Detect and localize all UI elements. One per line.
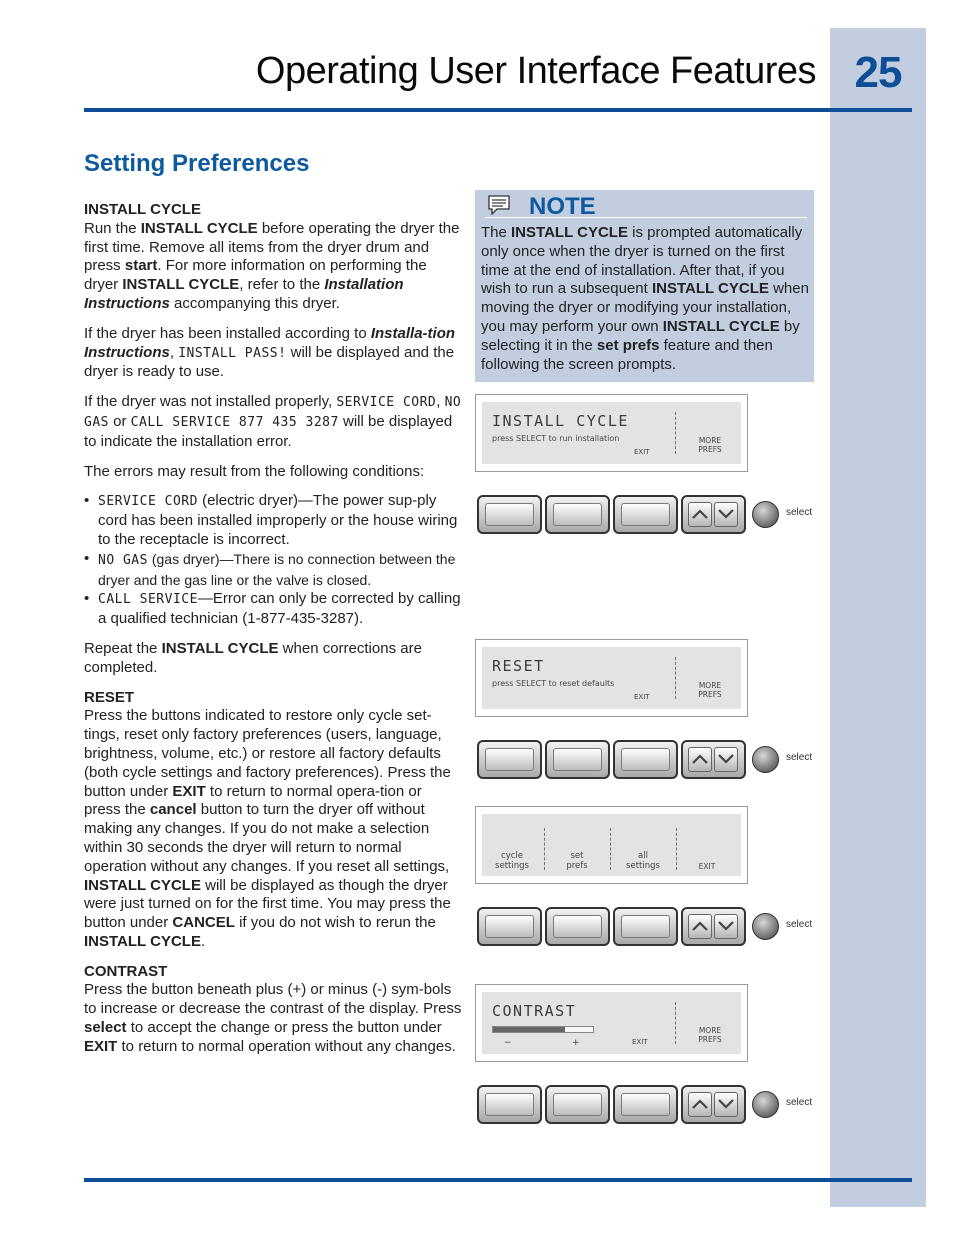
text-run: or	[108, 412, 131, 430]
chevron-up-icon	[692, 754, 708, 764]
text-run: CANCEL	[172, 914, 235, 932]
text-run: set prefs	[596, 336, 660, 354]
soft-key-2[interactable]	[545, 907, 610, 946]
up-arrow-button[interactable]	[688, 502, 712, 527]
text-run: INSTALL CYCLE	[161, 639, 279, 657]
lcd-divider	[675, 412, 676, 454]
install-cycle-paragraph-5	[84, 640, 462, 678]
option-label: cycle	[501, 851, 523, 861]
text-run: SERVICE CORD	[336, 395, 437, 411]
reset-heading: RESET	[84, 688, 135, 706]
page-number: 25	[854, 48, 902, 97]
arrow-keys	[681, 1085, 746, 1124]
select-knob[interactable]	[752, 501, 779, 528]
text-run: Installation Instructions	[84, 276, 404, 312]
text-run: INSTALL CYCLE	[511, 224, 628, 241]
text-run: is prompted automatically only once when the dryer is turned on the first time at the end of installation. After that, if you wish to run a subsequent	[481, 224, 803, 298]
chevron-down-icon	[718, 509, 734, 519]
contrast-heading: CONTRAST	[84, 962, 168, 980]
minus-label: −	[504, 1038, 512, 1048]
lcd-prefs-label: PREFS	[698, 690, 722, 699]
control-panel-1	[475, 495, 815, 535]
text-run: accompanying this dryer.	[169, 294, 340, 312]
text-run: to return to normal opera-tion or press the	[84, 782, 422, 819]
footer-rule	[84, 1178, 912, 1182]
text-run: Repeat the	[84, 639, 162, 657]
text-run: (electric dryer)—The power sup-ply cord has been installed improperly or the house wiring to the receptacle is incorrect.	[98, 492, 458, 548]
option-label: settings	[626, 860, 660, 871]
text-run: (gas dryer)—There is no connection between the dryer and the gas line or the valve is closed.	[98, 550, 456, 588]
error-item-service-cord	[84, 492, 462, 549]
text-run: NO GAS	[98, 552, 148, 568]
plus-label: +	[572, 1038, 580, 1048]
reset-paragraph	[84, 707, 462, 951]
down-arrow-button[interactable]	[714, 747, 738, 772]
text-run: will be displayed as though the dryer were just turned on for the first time. You may press the button under	[84, 876, 451, 932]
lcd-prompt: press SELECT to reset defaults	[492, 679, 615, 688]
select-knob[interactable]	[752, 1091, 779, 1118]
lcd-screen	[482, 814, 741, 876]
text-run: to accept the change or press the button under	[126, 1019, 442, 1037]
install-cycle-heading: INSTALL CYCLE	[84, 201, 201, 218]
option-cycle-settings	[486, 852, 538, 871]
note-header	[485, 193, 807, 218]
note-label: NOTE	[529, 193, 596, 220]
text-run: before operating the dryer the first time. Remove all items from the dryer drum and press	[84, 219, 460, 275]
display-install-cycle	[475, 394, 748, 472]
text-run: feature and then following the screen prompts.	[481, 336, 773, 373]
page-title: Operating User Interface Features	[255, 50, 816, 92]
section-title: Setting Preferences	[84, 150, 310, 177]
text-run: when moving the dryer or modifying your installation, you may perform your own	[481, 280, 809, 335]
lcd-more-label: MORE	[698, 1026, 722, 1035]
text-run: INSTALL CYCLE	[84, 876, 201, 894]
install-cycle-paragraph-2	[84, 325, 462, 382]
text-run: .	[200, 932, 206, 950]
option-label: prefs	[566, 860, 588, 871]
lcd-title: CONTRAST	[492, 1002, 577, 1020]
text-run: if you do not wish to rerun the	[234, 914, 436, 932]
text-run: CALL SERVICE	[98, 592, 198, 608]
text-run: INSTALL CYCLE	[140, 219, 258, 237]
display-reset-options	[475, 806, 748, 884]
lcd-screen	[482, 992, 741, 1054]
note-body	[481, 224, 811, 374]
header-rule	[84, 108, 912, 112]
select-label: select	[786, 919, 813, 930]
install-cycle-paragraph-3	[84, 393, 462, 451]
text-run: start	[124, 257, 158, 275]
lcd-exit-label: EXIT	[634, 693, 650, 701]
text-run: to return to normal operation without any changes.	[117, 1037, 456, 1055]
lcd-divider	[676, 828, 677, 870]
arrow-keys	[681, 907, 746, 946]
page-sidebar	[830, 28, 926, 1207]
lcd-title: INSTALL CYCLE	[492, 412, 629, 430]
lcd-prefs-label: PREFS	[698, 445, 722, 454]
text-run: Press the buttons indicated to restore only cycle set-tings, reset only factory preferences (users, language, brightness, volume, etc.) or restore all factory defaults (both cycle settings and factory preferences). Press the button under	[84, 707, 451, 800]
chevron-up-icon	[692, 509, 708, 519]
chevron-down-icon	[718, 1099, 734, 1109]
text-run: NO GAS	[84, 395, 462, 430]
contrast-paragraph	[84, 981, 462, 1056]
up-arrow-button[interactable]	[688, 914, 712, 939]
text-run: The errors may result from the following conditions:	[84, 462, 425, 480]
lcd-divider	[675, 1002, 676, 1044]
body-text-column	[84, 201, 462, 1068]
option-label: settings	[495, 860, 529, 871]
chevron-up-icon	[692, 1099, 708, 1109]
soft-key-1[interactable]	[477, 907, 542, 946]
chevron-down-icon	[718, 921, 734, 931]
install-cycle-paragraph-4	[84, 463, 462, 482]
soft-key-1[interactable]	[477, 740, 542, 779]
lcd-more-label: MORE	[698, 681, 722, 690]
text-run: INSTALL CYCLE	[662, 317, 780, 335]
lcd-title: RESET	[492, 657, 545, 675]
text-run: will be displayed to indicate the installation error.	[84, 412, 453, 450]
lcd-more-prefs	[682, 681, 738, 699]
text-run: —Error can only be corrected by calling a qualified technician (1-877-435-3287).	[98, 590, 461, 628]
soft-key-1[interactable]	[477, 1085, 542, 1124]
error-item-call-service	[84, 590, 462, 629]
option-label: all	[638, 851, 648, 861]
text-run: by selecting it in the	[481, 317, 800, 354]
text-run: ,	[169, 343, 179, 361]
lcd-prompt: press SELECT to run installation	[492, 434, 620, 443]
control-panel-2	[475, 740, 815, 780]
option-exit: EXIT	[698, 862, 716, 871]
lcd-more-label: MORE	[698, 436, 722, 445]
chevron-down-icon	[718, 754, 734, 764]
lcd-exit-label: EXIT	[634, 448, 650, 456]
select-label: select	[786, 507, 813, 518]
text-run: INSTALL CYCLE	[122, 276, 240, 294]
down-arrow-button[interactable]	[714, 502, 738, 527]
note-icon	[487, 195, 511, 220]
text-run: Installa-tion Instructions	[84, 324, 456, 361]
up-arrow-button[interactable]	[688, 1092, 712, 1117]
soft-key-2[interactable]	[545, 495, 610, 534]
text-run: cancel	[149, 801, 197, 819]
soft-key-1[interactable]	[477, 495, 542, 534]
down-arrow-button[interactable]	[714, 914, 738, 939]
lcd-divider	[610, 828, 611, 870]
text-run: Run the	[84, 219, 141, 237]
text-run: CALL SERVICE 877 435 3287	[130, 414, 339, 430]
error-item-no-gas	[84, 550, 462, 591]
lcd-screen	[482, 647, 741, 709]
text-run: will be displayed and the dryer is ready to use.	[84, 343, 455, 381]
text-run: . For more information on performing the dryer	[84, 257, 427, 294]
text-run: EXIT	[84, 1037, 118, 1055]
arrow-keys	[681, 495, 746, 534]
select-knob[interactable]	[752, 913, 779, 940]
lcd-more-prefs	[682, 436, 738, 454]
text-run: select	[84, 1019, 127, 1037]
text-run: INSTALL CYCLE	[84, 932, 201, 950]
error-list	[84, 492, 462, 629]
select-knob[interactable]	[752, 746, 779, 773]
display-reset	[475, 639, 748, 717]
lcd-more-prefs	[682, 1026, 738, 1044]
option-set-prefs	[550, 852, 604, 871]
arrow-keys	[681, 740, 746, 779]
lcd-divider	[675, 657, 676, 699]
text-run: , refer to the	[239, 276, 325, 294]
chevron-up-icon	[692, 921, 708, 931]
select-label: select	[786, 752, 813, 763]
text-run: when corrections are completed.	[84, 639, 422, 676]
text-run: SERVICE CORD	[98, 494, 198, 510]
lcd-divider	[544, 828, 545, 870]
install-cycle-paragraph-1	[84, 220, 462, 314]
soft-key-3[interactable]	[613, 1085, 678, 1124]
soft-key-2[interactable]	[545, 1085, 610, 1124]
control-panel-4	[475, 1085, 815, 1125]
select-label: select	[786, 1097, 813, 1108]
text-run: ,	[436, 393, 445, 411]
note-box	[475, 190, 814, 382]
soft-key-3[interactable]	[613, 495, 678, 534]
down-arrow-button[interactable]	[714, 1092, 738, 1117]
text-run: INSTALL CYCLE	[651, 280, 769, 298]
text-run: button to turn the dryer off without making any changes. If you do not make a selection within 30 seconds the dryer will return to normal operation without any changes. If you reset all settings,	[84, 801, 450, 875]
lcd-prefs-label: PREFS	[698, 1035, 722, 1044]
soft-key-3[interactable]	[613, 740, 678, 779]
lcd-exit-label: EXIT	[632, 1038, 648, 1046]
display-contrast	[475, 984, 748, 1062]
text-run: If the dryer was not installed properly,	[84, 393, 337, 411]
text-run: Press the button beneath plus (+) or minus (-) sym-bols to increase or decrease the contrast of the display. Press	[84, 981, 462, 1018]
option-all-settings	[616, 852, 670, 871]
text-run: The	[481, 224, 512, 241]
text-run: If the dryer has been installed according to	[84, 324, 371, 342]
up-arrow-button[interactable]	[688, 747, 712, 772]
soft-key-3[interactable]	[613, 907, 678, 946]
contrast-bar	[492, 1026, 594, 1033]
option-label: set	[570, 851, 584, 861]
lcd-screen	[482, 402, 741, 464]
text-run: INSTALL PASS!	[178, 345, 287, 361]
text-run: EXIT	[172, 782, 206, 800]
soft-key-2[interactable]	[545, 740, 610, 779]
control-panel-3	[475, 907, 815, 947]
contrast-bar-fill	[493, 1027, 565, 1032]
